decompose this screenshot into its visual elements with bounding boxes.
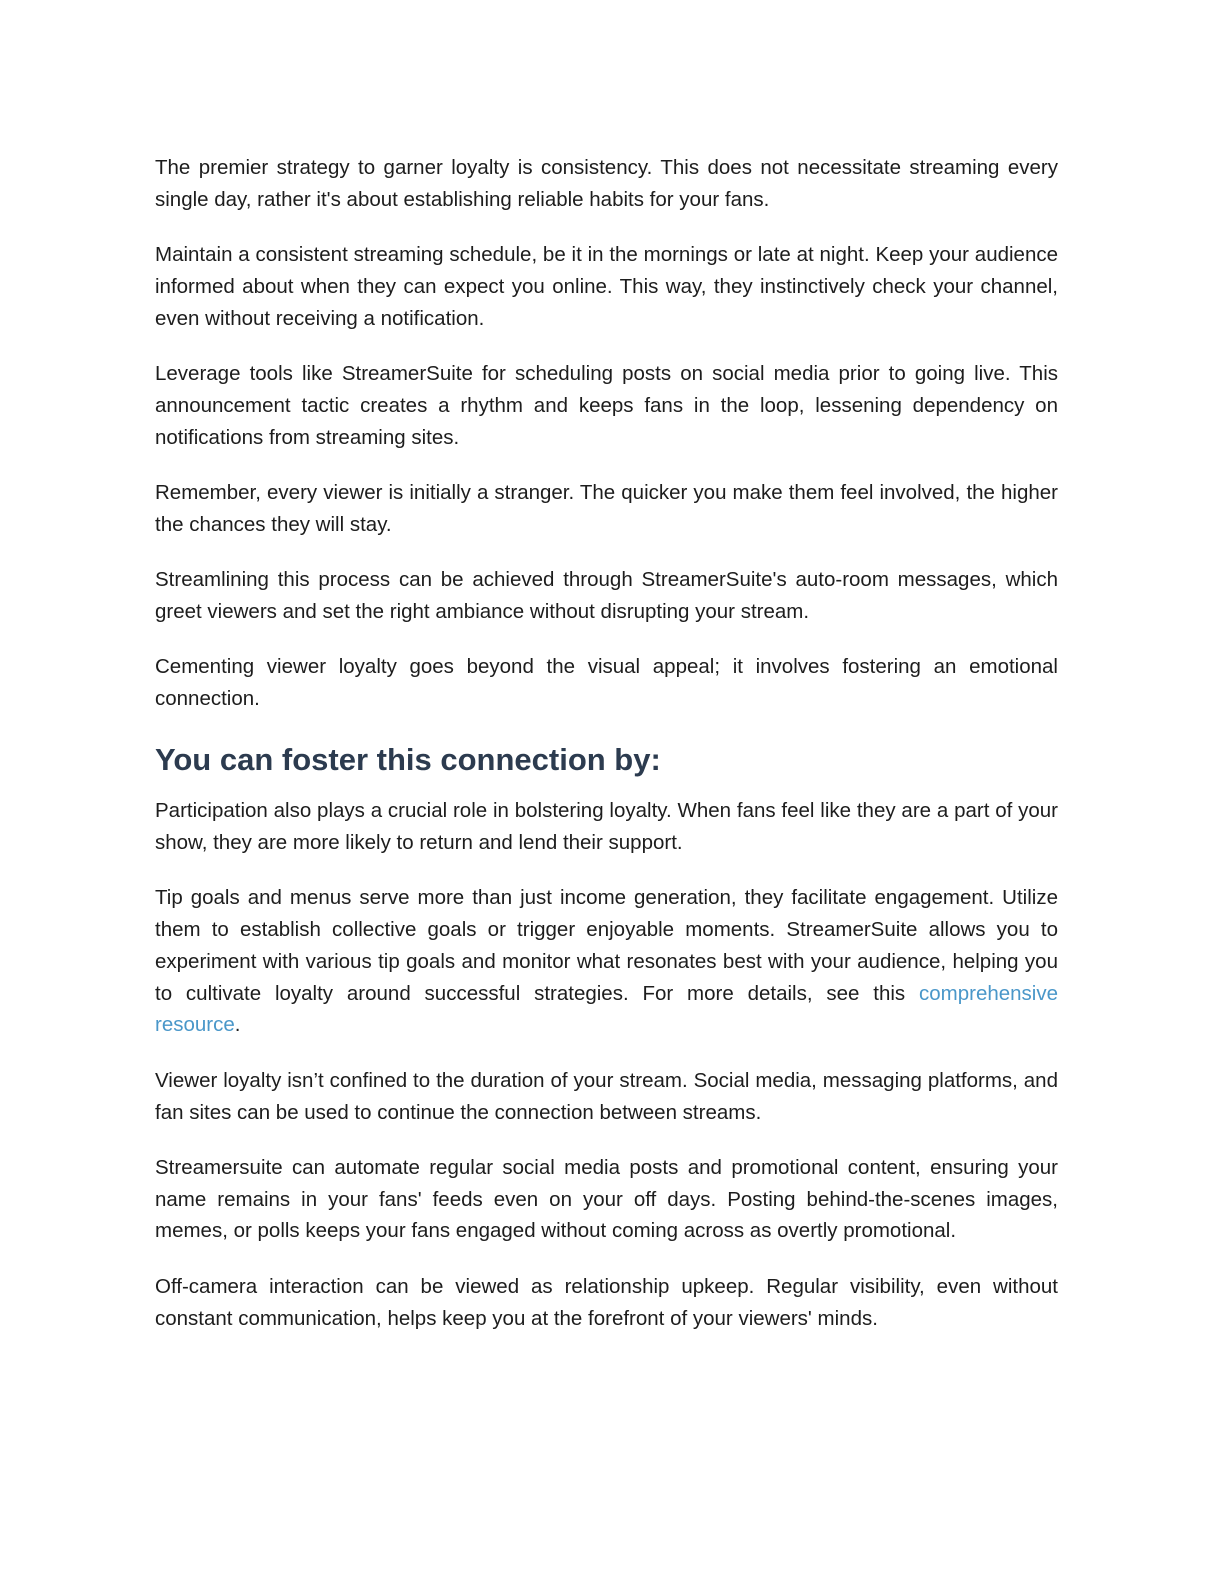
comprehensive-resource-link[interactable]: comprehensive resource bbox=[155, 981, 1058, 1037]
paragraph-consistency: The premier strategy to garner loyalty is consistency. This does not necessitate streaming every single day, rather it's about establishing reliable habits for your fans. bbox=[155, 156, 1058, 211]
paragraph-emotional-connection: Cementing viewer loyalty goes beyond the visual appeal; it involves fostering an emotional connection. bbox=[155, 655, 1058, 710]
paragraph-schedule: Maintain a consistent streaming schedule, be it in the mornings or late at night. Keep your audience informed about when they can expect you online. This way, they instinctively check your channel, even without receiving a notification. bbox=[155, 243, 1058, 330]
paragraph-scheduling-tools: Leverage tools like StreamerSuite for scheduling posts on social media prior to going live. This announcement tactic creates a rhythm and keeps fans in the loop, lessening dependency on notifications from streaming sites. bbox=[155, 361, 1058, 449]
paragraph-off-camera: Off-camera interaction can be viewed as relationship upkeep. Regular visibility, even without constant communication, helps keep you at the forefront of your viewers' minds. bbox=[155, 1274, 1058, 1330]
paragraph-participation: Participation also plays a crucial role in bolstering loyalty. When fans feel like they are a part of your show, they are more likely to return and lend their support. bbox=[155, 799, 1058, 854]
paragraph-tip-goals bbox=[155, 882, 1058, 1041]
paragraph-auto-room-messages: Streamlining this process can be achieved through StreamerSuite's auto-room messages, which greet viewers and set the right ambiance without disrupting your stream. bbox=[155, 567, 1058, 623]
paragraph-off-stream-loyalty: Viewer loyalty isn’t confined to the duration of your stream. Social media, messaging platforms, and fan sites can be used to continue the connection between streams. bbox=[155, 1068, 1058, 1124]
document-page bbox=[155, 152, 1058, 1358]
paragraph-automation: Streamersuite can automate regular social media posts and promotional content, ensuring your name remains in your fans' feeds even on your off days. Posting behind-the-scenes images, memes, or polls keeps your fans engaged without coming across as overtly promotional. bbox=[155, 1155, 1058, 1243]
paragraph-stranger: Remember, every viewer is initially a stranger. The quicker you make them feel involved, the higher the chances they will stay. bbox=[155, 480, 1058, 536]
tip-goals-text: Tip goals and menus serve more than just income generation, they facilitate engagement. Utilize them to establish collective goals or trigger enjoyable moments. StreamerSuite allows you to experiment with various tip goals and monitor what resonates best with your audience, helping you to cultivate loyalty around successful strategies. For more details, see this bbox=[155, 886, 1058, 1005]
section-heading: You can foster this connection by: bbox=[155, 742, 661, 778]
tip-goals-trailing: . bbox=[234, 1013, 241, 1037]
